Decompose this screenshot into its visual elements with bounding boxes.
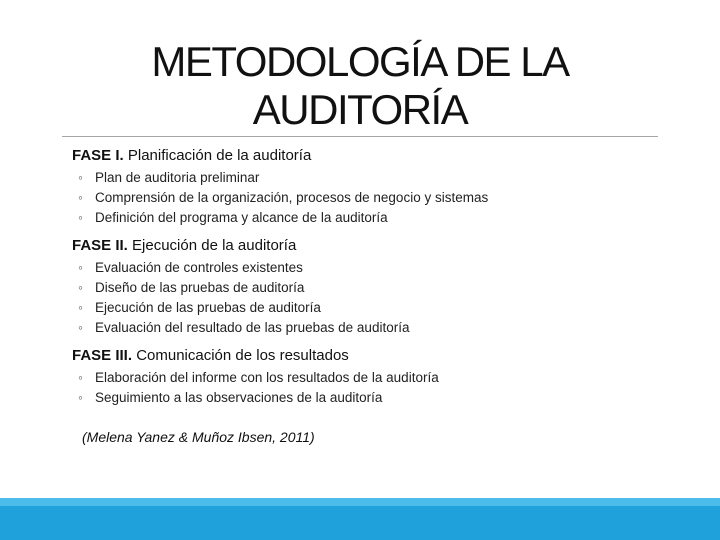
list-item <box>78 298 672 318</box>
phase-title: Ejecución de la auditoría <box>132 237 297 254</box>
bullet-icon: ◦ <box>78 210 83 225</box>
phase-label: FASE I. <box>72 147 124 164</box>
phase-label: FASE II. <box>72 237 128 254</box>
bullet-icon: ◦ <box>78 370 83 385</box>
list-item-text: Elaboración del informe con los resultados de la auditoría <box>95 370 439 385</box>
slide-content <box>72 146 672 408</box>
bullet-icon: ◦ <box>78 190 83 205</box>
phase-heading <box>72 236 672 256</box>
list-item-text: Diseño de las pruebas de auditoría <box>95 280 305 295</box>
bullet-icon: ◦ <box>78 390 83 405</box>
phase-3 <box>72 346 672 408</box>
bullet-icon: ◦ <box>78 280 83 295</box>
phase-heading <box>72 346 672 366</box>
list-item-text: Plan de auditoria preliminar <box>95 170 260 185</box>
footer-band-highlight <box>0 498 720 506</box>
list-item-text: Evaluación de controles existentes <box>95 260 303 275</box>
bullet-icon: ◦ <box>78 320 83 335</box>
phase-item-list <box>72 168 672 228</box>
list-item <box>78 368 672 388</box>
list-item <box>78 318 672 338</box>
bullet-icon: ◦ <box>78 170 83 185</box>
phase-1 <box>72 146 672 228</box>
list-item-text: Definición del programa y alcance de la auditoría <box>95 210 388 225</box>
list-item <box>78 388 672 408</box>
bullet-icon: ◦ <box>78 300 83 315</box>
list-item-text: Evaluación del resultado de las pruebas de auditoría <box>95 320 410 335</box>
list-item <box>78 258 672 278</box>
phase-item-list <box>72 258 672 338</box>
title-divider <box>62 136 658 137</box>
list-item <box>78 168 672 188</box>
list-item <box>78 278 672 298</box>
citation: (Melena Yanez & Muñoz Ibsen, 2011) <box>82 429 315 445</box>
phase-title: Comunicación de los resultados <box>136 347 349 364</box>
slide-title: METODOLOGÍA DE LA AUDITORÍA <box>151 38 569 133</box>
list-item-text: Ejecución de las pruebas de auditoría <box>95 300 321 315</box>
list-item <box>78 188 672 208</box>
phase-title: Planificación de la auditoría <box>127 147 312 164</box>
list-item <box>78 208 672 228</box>
footer-band <box>0 498 720 540</box>
list-item-text: Seguimiento a las observaciones de la auditoría <box>95 390 383 405</box>
phase-2 <box>72 236 672 338</box>
bullet-icon: ◦ <box>78 260 83 275</box>
phase-item-list <box>72 368 672 408</box>
phase-label: FASE III. <box>72 347 133 364</box>
list-item-text: Comprensión de la organización, procesos de negocio y sistemas <box>95 190 489 205</box>
phase-heading <box>72 146 672 166</box>
